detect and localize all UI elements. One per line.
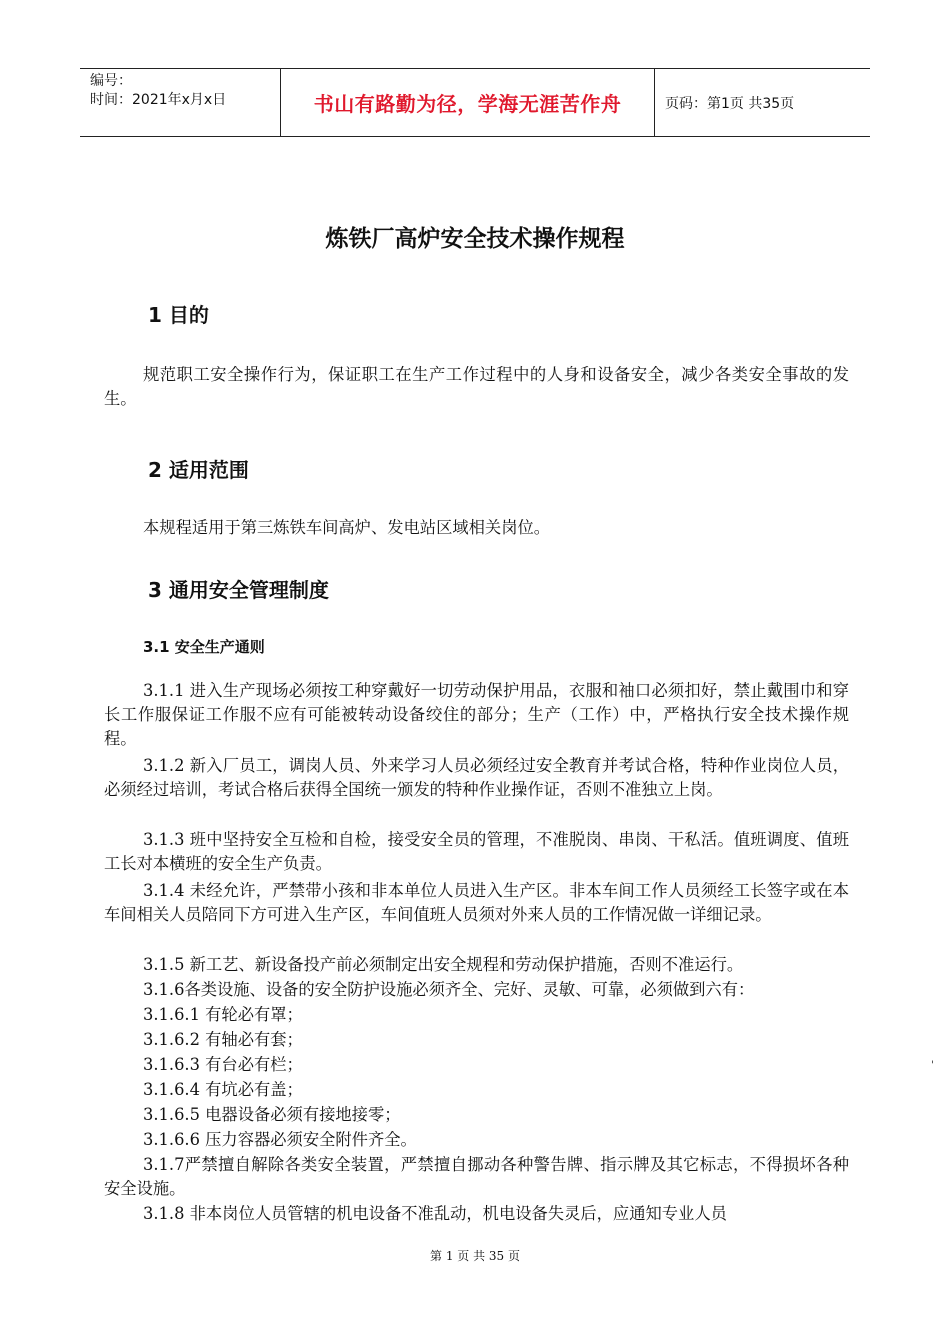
clause-3-1-4: 3.1.4 未经允许，严禁带小孩和非本单位人员进入生产区。非本车间工作人员须经工长签字或在本车间相关人员陪同下方可进入生产区，车间值班人员须对外来人员的工作情况做一详细记录。 xyxy=(104,881,849,924)
clause-3-1-8: 3.1.8 非本岗位人员管辖的机电设备不准乱动，机电设备失灵后，应通知专业人员 xyxy=(143,1204,727,1223)
section-2-heading: 2 适用范围 xyxy=(148,458,249,482)
clause-3-1-6-1: 3.1.6.1 有轮必有罩； xyxy=(143,1005,303,1024)
clause-3-1-1: 3.1.1 进入生产现场必须按工种穿戴好一切劳动保护用品，衣服和袖口必须扣好，禁止戴围巾和穿长工作服保证工作服不应有可能被转动设备绞住的部分；生产（工作）中，严格执行安全技术操作规程。 xyxy=(104,681,849,748)
page-header xyxy=(80,68,870,137)
header-meta xyxy=(80,69,281,136)
clause-3-1-6-6: 3.1.6.6 压力容器必须安全附件齐全。 xyxy=(143,1130,417,1149)
clause-3-1-6-4: 3.1.6.4 有坑必有盖； xyxy=(143,1080,303,1099)
margin-mark: ' xyxy=(931,1060,934,1071)
page-footer: 第 1 页 共 35 页 xyxy=(430,1249,520,1263)
number-label: 编号： xyxy=(90,73,132,89)
section-3-1-heading: 3.1 安全生产通则 xyxy=(143,638,265,656)
clause-3-1-7: 3.1.7严禁擅自解除各类安全装置，严禁擅自挪动各种警告牌、指示牌及其它标志，不得损坏各种安全设施。 xyxy=(104,1155,849,1198)
clause-3-1-3: 3.1.3 班中坚持安全互检和自检，接受安全员的管理，不准脱岗、串岗、干私活。值班调度、值班工长对本横班的安全生产负责。 xyxy=(104,830,849,873)
clause-3-1-6: 3.1.6各类设施、设备的安全防护设施必须齐全、完好、灵敏、可靠，必须做到六有： xyxy=(143,980,755,999)
clause-3-1-6-3: 3.1.6.3 有台必有栏； xyxy=(143,1055,303,1074)
section-3-heading: 3 通用安全管理制度 xyxy=(148,578,329,602)
clause-3-1-6-5: 3.1.6.5 电器设备必须有接地接零； xyxy=(143,1105,401,1124)
clause-3-1-6-2: 3.1.6.2 有轴必有套； xyxy=(143,1030,303,1049)
document-title: 炼铁厂高炉安全技术操作规程 xyxy=(325,226,625,252)
section-2-text: 本规程适用于第三炼铁车间高炉、发电站区域相关岗位。 xyxy=(143,518,551,537)
time-label: 时间：2021年x月x日 xyxy=(90,92,227,108)
section-1-text: 规范职工安全操作行为，保证职工在生产工作过程中的人身和设备安全，减少各类安全事故的发生。 xyxy=(104,365,849,408)
header-page-info: 页码：第1页 共35页 xyxy=(665,95,795,112)
clause-3-1-5: 3.1.5 新工艺、新设备投产前必须制定出安全规程和劳动保护措施，否则不准运行。 xyxy=(143,955,744,974)
header-motto: 书山有路勤为径，学海无涯苦作舟 xyxy=(281,69,655,136)
section-1-heading: 1 目的 xyxy=(148,303,209,327)
clause-3-1-2: 3.1.2 新入厂员工，调岗人员、外来学习人员必须经过安全教育并考试合格，特种作业岗位人员，必须经过培训，考试合格后获得全国统一颁发的特种作业操作证，否则不准独立上岗。 xyxy=(104,756,849,799)
